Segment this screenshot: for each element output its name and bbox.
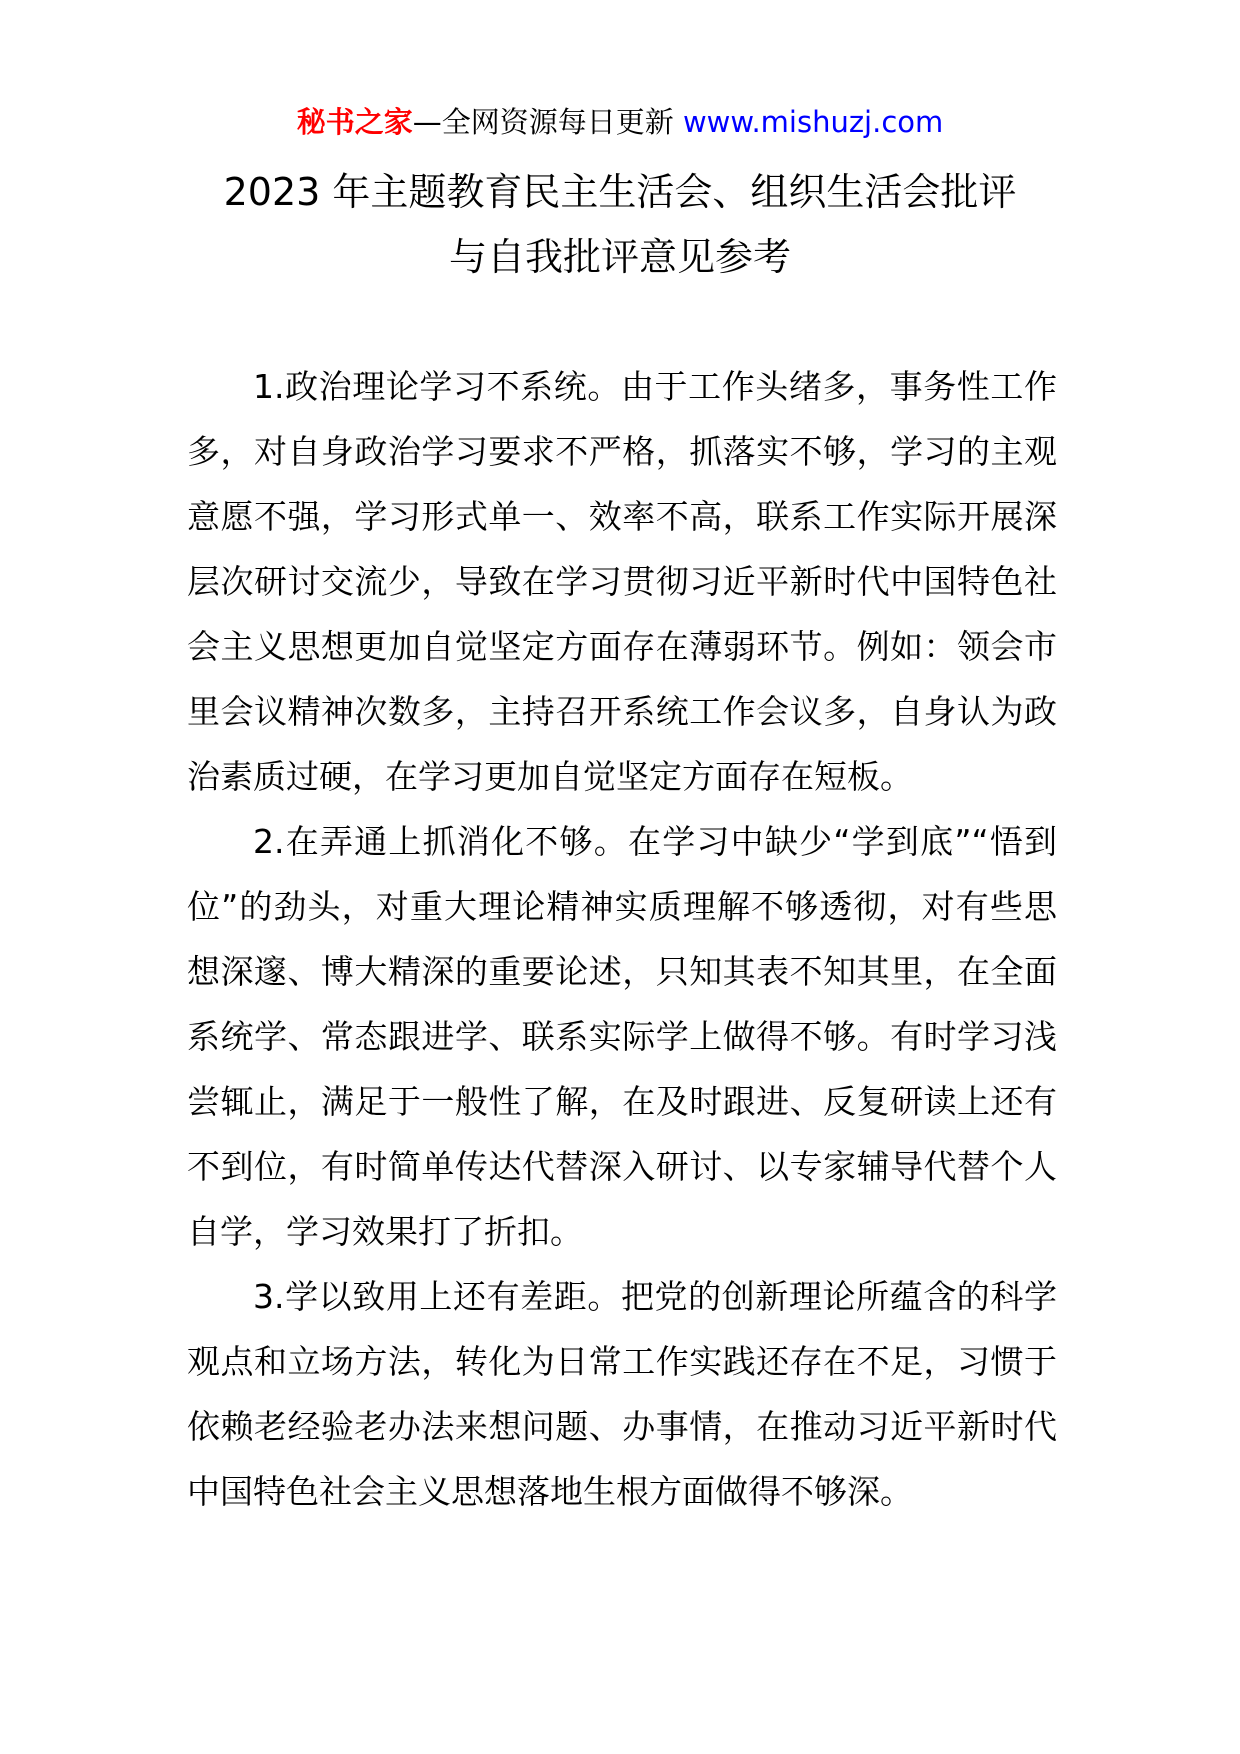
paragraph-3: 3.学以致用上还有差距。把党的创新理论所蕴含的科学观点和立场方法，转化为日常工作实践还存在不足，习惯于依赖老经验老办法来想问题、办事情，在推动习近平新时代中国特色社会主义思想落地生根方面做得不够深。	[187, 1277, 1057, 1511]
document-title-line-2: 与自我批评意见参考	[448, 235, 791, 279]
site-header	[0, 100, 1240, 144]
header-tagline: —全网资源每日更新	[412, 105, 674, 139]
paragraph-1: 1.政治理论学习不系统。由于工作头绪多，事务性工作多，对自身政治学习要求不严格，抓落实不够，学习的主观意愿不强，学习形式单一、效率不高，联系工作实际开展深层次研讨交流少，导致在学习贯彻习近平新时代中国特色社会主义思想更加自觉坚定方面存在薄弱环节。例如：领会市里会议精神次数多，主持召开系统工作会议多，自身认为政治素质过硬，在学习更加自觉坚定方面存在短板。	[187, 367, 1057, 796]
site-url-link[interactable]: www.mishuzj.com	[682, 105, 944, 139]
document-body	[187, 354, 1057, 1524]
document-title-line-1: 2023 年主题教育民主生活会、组织生活会批评	[223, 170, 1017, 214]
brand-name: 秘书之家	[296, 105, 413, 139]
document-title	[160, 160, 1080, 290]
paragraph-2: 2.在弄通上抓消化不够。在学习中缺少“学到底”“悟到位”的劲头，对重大理论精神实质理解不够透彻，对有些思想深邃、博大精深的重要论述，只知其表不知其里，在全面系统学、常态跟进学、联系实际学上做得不够。有时学习浅尝辄止，满足于一般性了解，在及时跟进、反复研读上还有不到位，有时简单传达代替深入研讨、以专家辅导代替个人自学，学习效果打了折扣。	[187, 822, 1057, 1251]
